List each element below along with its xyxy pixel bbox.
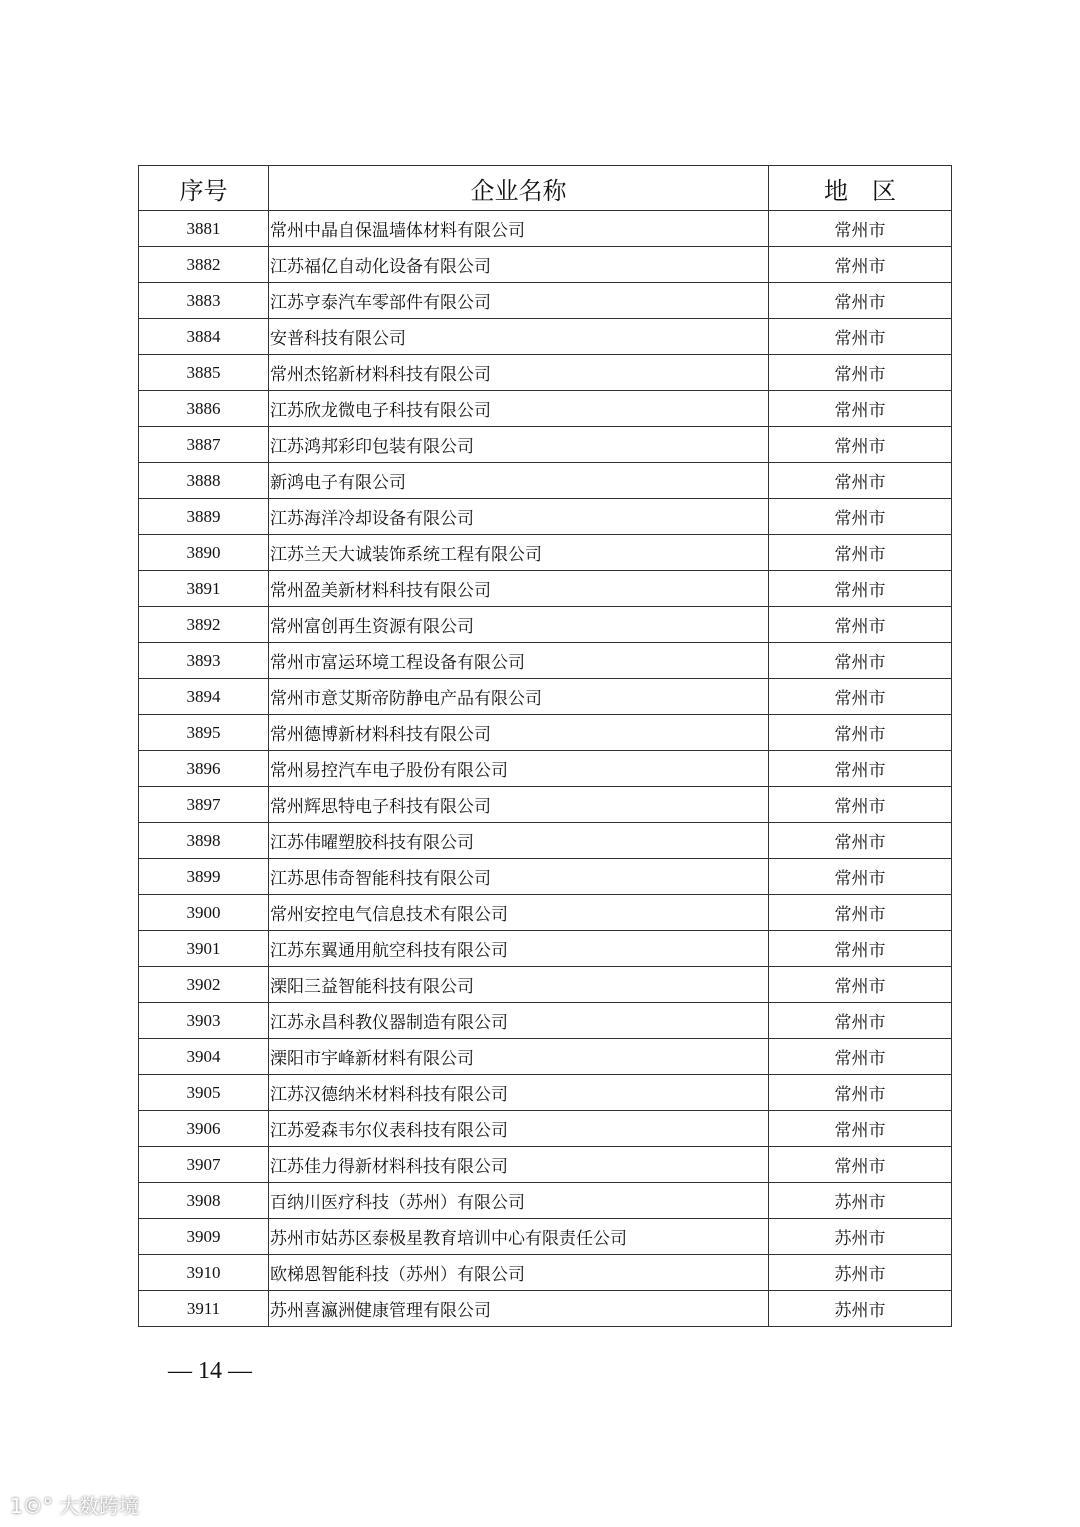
table-row [139,535,952,571]
cell-name: 江苏佳力得新材料科技有限公司 [269,1147,769,1183]
table-row [139,1183,952,1219]
watermark-text: 大数跨境 [59,1494,140,1518]
cell-num: 3884 [139,319,269,355]
cell-num: 3901 [139,931,269,967]
cell-num: 3911 [139,1291,269,1327]
table-row [139,679,952,715]
cell-name: 江苏永昌科教仪器制造有限公司 [269,1003,769,1039]
cell-region: 常州市 [769,715,952,751]
table-row [139,859,952,895]
cell-num: 3881 [139,211,269,247]
cell-region: 常州市 [769,1111,952,1147]
cell-region: 常州市 [769,679,952,715]
cell-name: 欧梯恩智能科技（苏州）有限公司 [269,1255,769,1291]
table-row [139,1111,952,1147]
cell-num: 3894 [139,679,269,715]
cell-region: 苏州市 [769,1255,952,1291]
cell-name: 常州易控汽车电子股份有限公司 [269,751,769,787]
header-num: 序号 [139,166,269,211]
cell-region: 常州市 [769,1075,952,1111]
table-row [139,391,952,427]
table-header [139,166,952,211]
cell-name: 常州市意艾斯帝防静电产品有限公司 [269,679,769,715]
page-number: — 14 — [168,1358,252,1384]
cell-num: 3907 [139,1147,269,1183]
cell-region: 苏州市 [769,1219,952,1255]
table-row [139,211,952,247]
table-row [139,823,952,859]
cell-name: 苏州市姑苏区泰极星教育培训中心有限责任公司 [269,1219,769,1255]
cell-name: 江苏鸿邦彩印包装有限公司 [269,427,769,463]
cell-region: 苏州市 [769,1183,952,1219]
cell-num: 3910 [139,1255,269,1291]
table-row [139,1147,952,1183]
cell-region: 常州市 [769,211,952,247]
cell-region: 常州市 [769,535,952,571]
cell-num: 3895 [139,715,269,751]
cell-region: 苏州市 [769,1291,952,1327]
cell-name: 江苏思伟奇智能科技有限公司 [269,859,769,895]
cell-num: 3890 [139,535,269,571]
cell-num: 3882 [139,247,269,283]
table-row [139,931,952,967]
cell-region: 常州市 [769,427,952,463]
cell-region: 常州市 [769,643,952,679]
cell-num: 3903 [139,1003,269,1039]
cell-num: 3887 [139,427,269,463]
cell-name: 苏州喜瀛洲健康管理有限公司 [269,1291,769,1327]
table-row [139,427,952,463]
table-row [139,967,952,1003]
cell-name: 江苏汉德纳米材料科技有限公司 [269,1075,769,1111]
company-table [138,165,952,1327]
table-row [139,643,952,679]
cell-region: 常州市 [769,499,952,535]
cell-region: 常州市 [769,823,952,859]
cell-name: 溧阳三益智能科技有限公司 [269,967,769,1003]
cell-name: 江苏海洋冷却设备有限公司 [269,499,769,535]
cell-name: 常州安控电气信息技术有限公司 [269,895,769,931]
table-row [139,1003,952,1039]
cell-region: 常州市 [769,1147,952,1183]
cell-num: 3905 [139,1075,269,1111]
cell-num: 3902 [139,967,269,1003]
table-row [139,751,952,787]
cell-region: 常州市 [769,1039,952,1075]
cell-region: 常州市 [769,751,952,787]
table-row [139,787,952,823]
table-row [139,319,952,355]
cell-name: 江苏欣龙微电子科技有限公司 [269,391,769,427]
cell-region: 常州市 [769,571,952,607]
cell-num: 3885 [139,355,269,391]
cell-name: 江苏伟曜塑胶科技有限公司 [269,823,769,859]
cell-num: 3888 [139,463,269,499]
cell-name: 常州市富运环境工程设备有限公司 [269,643,769,679]
cell-region: 常州市 [769,895,952,931]
cell-name: 安普科技有限公司 [269,319,769,355]
cell-region: 常州市 [769,967,952,1003]
cell-region: 常州市 [769,283,952,319]
header-region: 地 区 [769,166,952,211]
table-row [139,1255,952,1291]
cell-num: 3893 [139,643,269,679]
cell-name: 江苏亨泰汽车零部件有限公司 [269,283,769,319]
cell-name: 常州辉思特电子科技有限公司 [269,787,769,823]
cell-name: 江苏爱森韦尔仪表科技有限公司 [269,1111,769,1147]
table-row [139,715,952,751]
cell-name: 百纳川医疗科技（苏州）有限公司 [269,1183,769,1219]
cell-num: 3886 [139,391,269,427]
cell-num: 3909 [139,1219,269,1255]
cell-num: 3904 [139,1039,269,1075]
cell-region: 常州市 [769,391,952,427]
cell-num: 3896 [139,751,269,787]
cell-num: 3891 [139,571,269,607]
cell-num: 3906 [139,1111,269,1147]
cell-region: 常州市 [769,859,952,895]
cell-name: 常州杰铭新材料科技有限公司 [269,355,769,391]
cell-region: 常州市 [769,463,952,499]
cell-region: 常州市 [769,931,952,967]
cell-num: 3892 [139,607,269,643]
table-row [139,607,952,643]
cell-name: 常州中晶自保温墙体材料有限公司 [269,211,769,247]
table-row [139,571,952,607]
table-row [139,283,952,319]
cell-num: 3889 [139,499,269,535]
table-row [139,1039,952,1075]
table-row [139,463,952,499]
table-row [139,499,952,535]
cell-num: 3883 [139,283,269,319]
cell-name: 常州富创再生资源有限公司 [269,607,769,643]
cell-num: 3898 [139,823,269,859]
cell-name: 江苏福亿自动化设备有限公司 [269,247,769,283]
cell-num: 3897 [139,787,269,823]
cell-name: 新鸿电子有限公司 [269,463,769,499]
table-row [139,1075,952,1111]
cell-region: 常州市 [769,355,952,391]
cell-region: 常州市 [769,1003,952,1039]
header-name: 企业名称 [269,166,769,211]
table-row [139,895,952,931]
table-row [139,355,952,391]
cell-name: 溧阳市宇峰新材料有限公司 [269,1039,769,1075]
table-row [139,1291,952,1327]
cell-num: 3900 [139,895,269,931]
cell-region: 常州市 [769,787,952,823]
cell-num: 3899 [139,859,269,895]
cell-region: 常州市 [769,607,952,643]
cell-name: 江苏东翼通用航空科技有限公司 [269,931,769,967]
table-row [139,1219,952,1255]
cell-num: 3908 [139,1183,269,1219]
cell-name: 常州德博新材料科技有限公司 [269,715,769,751]
table-row [139,247,952,283]
cell-region: 常州市 [769,247,952,283]
cell-name: 常州盈美新材料科技有限公司 [269,571,769,607]
cell-name: 江苏兰天大诚装饰系统工程有限公司 [269,535,769,571]
watermark-logo: 1©° 大数跨境 [10,1494,140,1518]
cell-region: 常州市 [769,319,952,355]
